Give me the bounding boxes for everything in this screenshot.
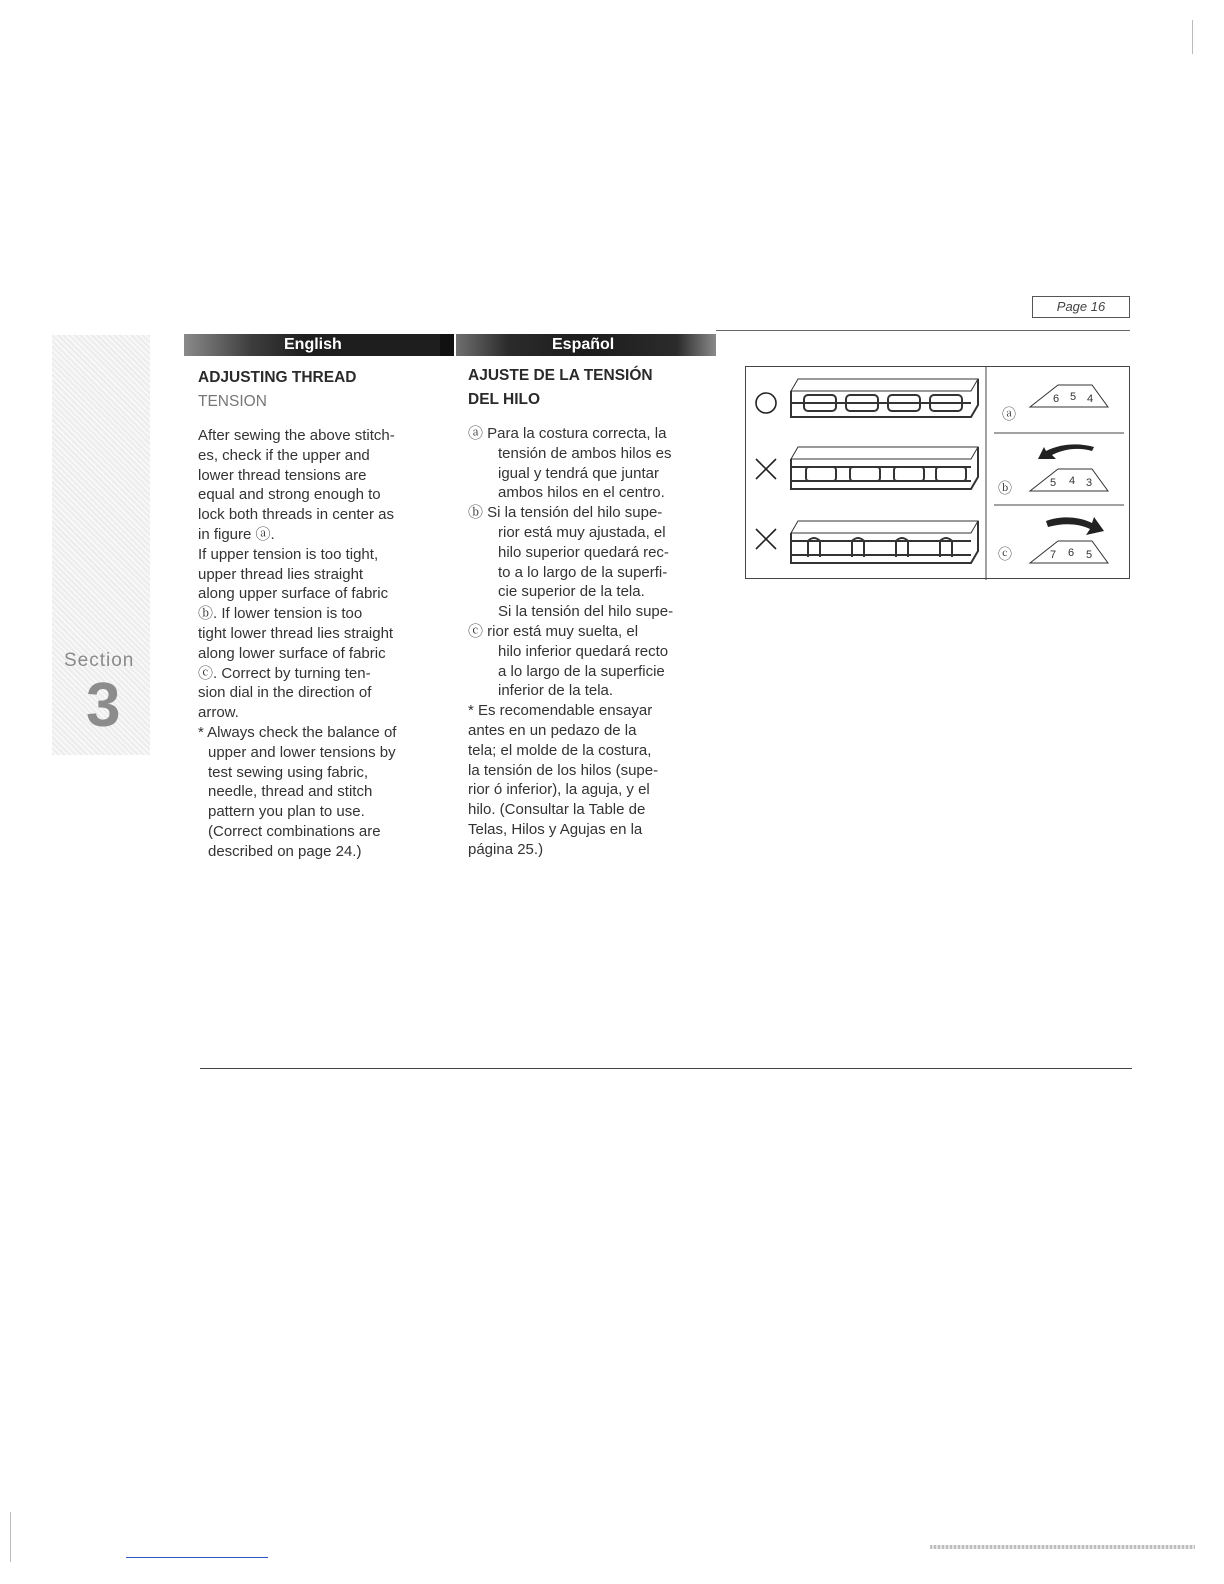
dial-number: 4 <box>1087 393 1094 405</box>
page-number: Page 16 <box>1032 296 1130 318</box>
english-note-line: upper and lower tensions by <box>208 743 396 761</box>
spanish-title-line: AJUSTE DE LA TENSIÓN <box>468 367 653 384</box>
spanish-note-line: hilo. (Consultar la Table de <box>468 801 646 819</box>
arrow-left-icon <box>1038 444 1094 459</box>
english-note-line: described on page 24.) <box>208 842 362 860</box>
figure-row-c <box>756 517 1108 563</box>
spanish-title <box>468 364 712 412</box>
english-body-line: es, check if the upper and <box>198 446 370 464</box>
header-rule <box>716 330 1130 331</box>
english-title-line: TENSION <box>198 393 267 410</box>
tension-figure-drawing <box>746 367 1131 580</box>
spanish-header <box>456 334 716 356</box>
scan-edge-mark <box>1192 20 1193 54</box>
spanish-note-line: la tensión de los hilos (supe- <box>468 761 659 779</box>
dial-number: 7 <box>1050 549 1057 561</box>
dial-number: 4 <box>1069 475 1076 487</box>
english-body-line: upper thread lies straight <box>198 565 364 583</box>
scan-edge-mark <box>10 1512 11 1562</box>
dial-number: 3 <box>1086 477 1093 489</box>
english-note-line: needle, thread and stitch <box>208 783 373 801</box>
figure-row-a <box>756 379 1108 422</box>
english-note-line: pattern you plan to use. <box>208 803 365 821</box>
dial-number: 5 <box>1050 477 1057 489</box>
spanish-item-line: hilo superior quedará rec- <box>498 543 669 561</box>
english-body-line: tight lower thread lies straight <box>198 624 394 642</box>
english-body-line: ⓑ. If lower tension is too <box>198 605 363 623</box>
english-column <box>198 366 440 862</box>
english-body-line: lower thread tensions are <box>198 466 367 484</box>
dial-number: 6 <box>1068 547 1075 559</box>
spanish-item-line: tensión de ambos hilos es <box>498 444 672 462</box>
header-separator <box>440 334 454 356</box>
section-label: Section <box>64 650 135 671</box>
fabric-seam-upper-tight-icon <box>791 447 978 489</box>
english-body-line: equal and strong enough to <box>198 486 381 504</box>
fabric-seam-balanced-icon <box>791 379 978 417</box>
spanish-header-label: Español <box>552 336 615 353</box>
spanish-note <box>468 701 712 859</box>
english-note-line: (Correct combinations are <box>208 822 381 840</box>
fabric-seam-lower-tight-icon <box>791 521 978 563</box>
footer-rule <box>200 1068 1132 1069</box>
section-number: 3 <box>86 671 121 740</box>
spanish-note-line: Telas, Hilos y Agujas en la <box>468 820 643 838</box>
figure-label-c: ⓒ <box>998 546 1012 562</box>
spanish-item-line: hilo inferior quedará recto <box>498 642 669 660</box>
english-body-line: lock both threads in center as <box>198 506 394 524</box>
spanish-item-line: ambos hilos en el centro. <box>498 484 665 502</box>
spanish-item-a <box>468 424 712 503</box>
figure-row-b <box>756 444 1108 496</box>
spanish-item-line: a lo largo de la superficie <box>498 662 665 680</box>
dial-number: 6 <box>1053 393 1060 405</box>
english-note <box>198 723 440 862</box>
english-body-line: ⓒ. Correct by turning ten- <box>198 664 371 682</box>
english-note-line: * Always check the balance of <box>198 723 397 741</box>
spanish-item-c <box>468 602 712 701</box>
spanish-item-line: ⓑ Si la tensión del hilo supe- <box>468 504 663 522</box>
incorrect-mark-icon <box>756 459 776 479</box>
spanish-note-line: página 25.) <box>468 840 544 858</box>
english-title-line: ADJUSTING THREAD <box>198 369 357 386</box>
spanish-note-line: tela; el molde de la costura, <box>468 741 652 759</box>
spanish-note-line: antes en un pedazo de la <box>468 721 637 739</box>
english-note-line: test sewing using fabric, <box>208 763 369 781</box>
english-body-line: arrow. <box>198 704 239 722</box>
figure-label-b: ⓑ <box>998 480 1012 496</box>
tension-figure <box>745 366 1130 579</box>
tension-dial-icon <box>1030 385 1108 407</box>
english-body <box>198 426 440 723</box>
spanish-item-line: ⓐ Para la costura correcta, la <box>468 425 667 442</box>
spanish-item-b <box>468 503 712 602</box>
spanish-title-line: DEL HILO <box>468 391 541 408</box>
english-body-line: in figure ⓐ. <box>198 525 275 543</box>
spanish-item-line: rior está muy ajustada, el <box>498 523 666 541</box>
spanish-item-line: Si la tensión del hilo supe- <box>498 603 674 621</box>
dial-number: 5 <box>1070 391 1077 403</box>
english-body-line: If upper tension is too tight, <box>198 545 379 563</box>
incorrect-mark-icon <box>756 529 776 549</box>
spanish-column <box>468 364 712 860</box>
english-body-line: sion dial in the direction of <box>198 684 372 702</box>
footer-link-underline <box>126 1557 268 1558</box>
figure-label-a: ⓐ <box>1002 406 1016 422</box>
spanish-item-line: ⓒ rior está muy suelta, el <box>468 622 639 640</box>
spanish-item-line: inferior de la tela. <box>498 682 614 700</box>
scan-noise <box>930 1545 1195 1549</box>
spanish-note-line: rior ó inferior), la aguja, y el <box>468 781 650 799</box>
spanish-note-line: * Es recomendable ensayar <box>468 702 653 720</box>
english-body-line: After sewing the above stitch- <box>198 427 395 444</box>
spanish-item-line: to a lo largo de la superfi- <box>498 563 668 581</box>
english-header <box>184 334 454 356</box>
english-body-line: along lower surface of fabric <box>198 644 386 662</box>
arrow-right-icon <box>1046 517 1104 535</box>
english-body-line: along upper surface of fabric <box>198 585 389 603</box>
spanish-item-line: cie superior de la tela. <box>498 583 645 601</box>
dial-number: 5 <box>1086 549 1093 561</box>
tension-dial-icon <box>1030 541 1108 563</box>
correct-mark-icon <box>756 393 776 413</box>
english-header-label: English <box>284 336 342 353</box>
english-title <box>198 366 440 414</box>
tension-dial-icon <box>1030 469 1108 491</box>
spanish-item-line: igual y tendrá que juntar <box>498 464 659 482</box>
